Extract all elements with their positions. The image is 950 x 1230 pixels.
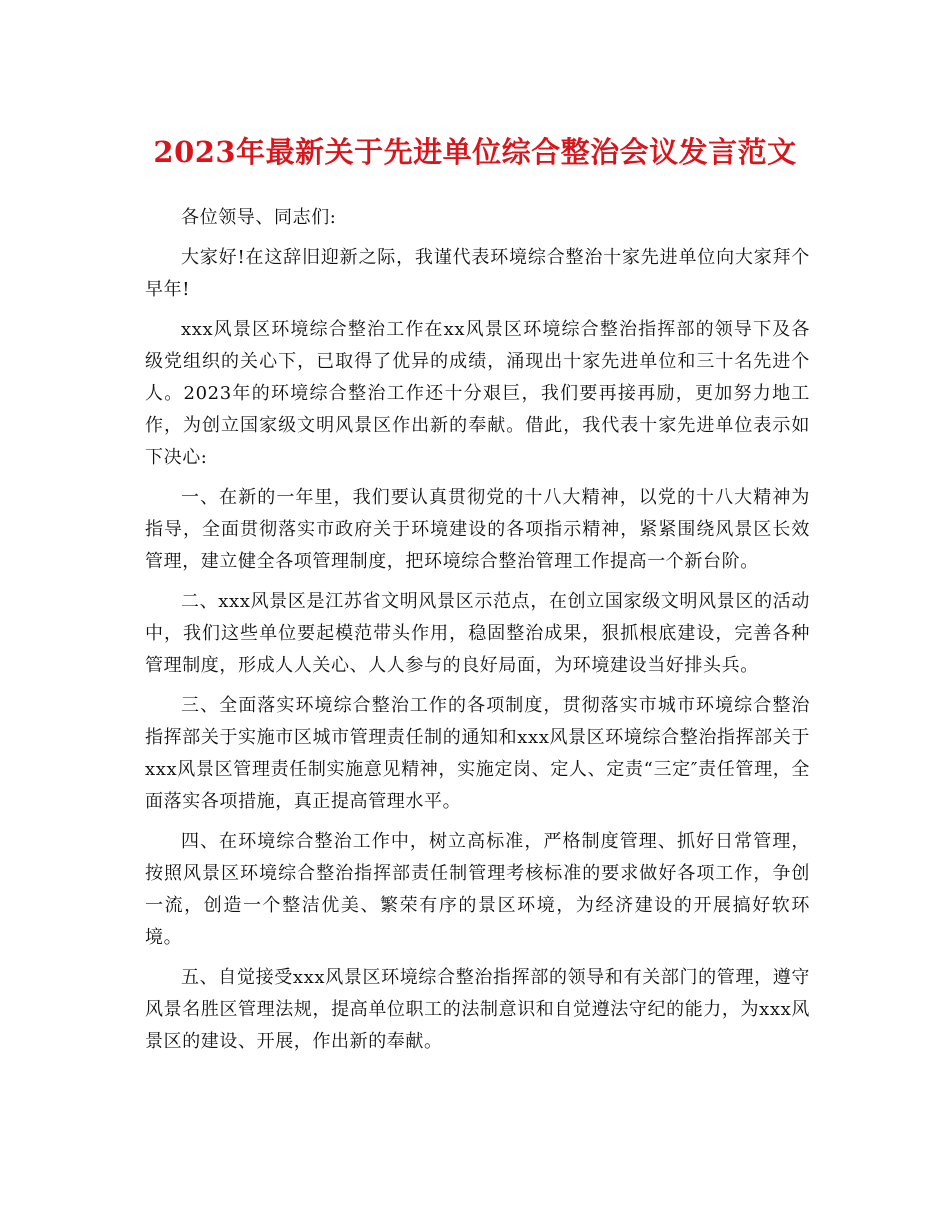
salutation-paragraph: 各位领导、同志们: <box>181 207 337 228</box>
resolution-paragraph-4: 四、在环境综合整治工作中，树立高标准，严格制度管理、抓好日常管理，按照风景区环境综合整治指挥部责任制管理考核标准的要求做好各项工作，争创一流，创造一个整洁优美、繁荣有序的景区环境，为经济建设的开展搞好软环境。 <box>145 831 810 948</box>
document-body <box>145 202 810 1066</box>
resolution-paragraph-1: 一、在新的一年里，我们要认真贯彻党的十八大精神，以党的十八大精神为指导，全面贯彻落实市政府关于环境建设的各项指示精神，紧紧围绕风景区长效管理，建立健全各项管理制度，把环境综合整治管理工作提高一个新台阶。 <box>145 487 810 572</box>
resolution-paragraph-3: 三、全面落实环境综合整治工作的各项制度，贯彻落实市城市环境综合整治指挥部关于实施市区城市管理责任制的通知和xxx风景区环境综合整治指挥部关于xxx风景区管理责任制实施意见精神，实施定岗、定人、定责“三定″责任管理，全面落实各项措施，真正提高管理水平。 <box>145 695 810 812</box>
intro-paragraph: xxx风景区环境综合整治工作在xx风景区环境综合整治指挥部的领导下及各级党组织的关心下，已取得了优异的成绩，涌现出十家先进单位和三十名先进个人。2023年的环境综合整治工作还十分艰巨，我们要再接再励，更加努力地工作，为创立国家级文明风景区作出新的奉献。借此，我代表十家先进单位表示如下决心: <box>145 319 810 468</box>
greeting-paragraph: 大家好!在这辞旧迎新之际，我谨代表环境综合整治十家先进单位向大家拜个早年! <box>145 247 810 300</box>
document-title: 2023年最新关于先进单位综合整治会议发言范文 <box>153 135 797 169</box>
resolution-paragraph-5: 五、自觉接受xxx风景区环境综合整治指挥部的领导和有关部门的管理，遵守风景名胜区管理法规，提高单位职工的法制意识和自觉遵法守纪的能力，为xxx风景区的建设、开展，作出新的奉献。 <box>145 967 810 1052</box>
resolution-paragraph-2: 二、xxx风景区是江苏省文明风景区示范点，在创立国家级文明风景区的活动中，我们这些单位要起模范带头作用，稳固整治成果，狠抓根底建设，完善各种管理制度，形成人人关心、人人参与的良好局面，为环境建设当好排头兵。 <box>145 591 810 676</box>
